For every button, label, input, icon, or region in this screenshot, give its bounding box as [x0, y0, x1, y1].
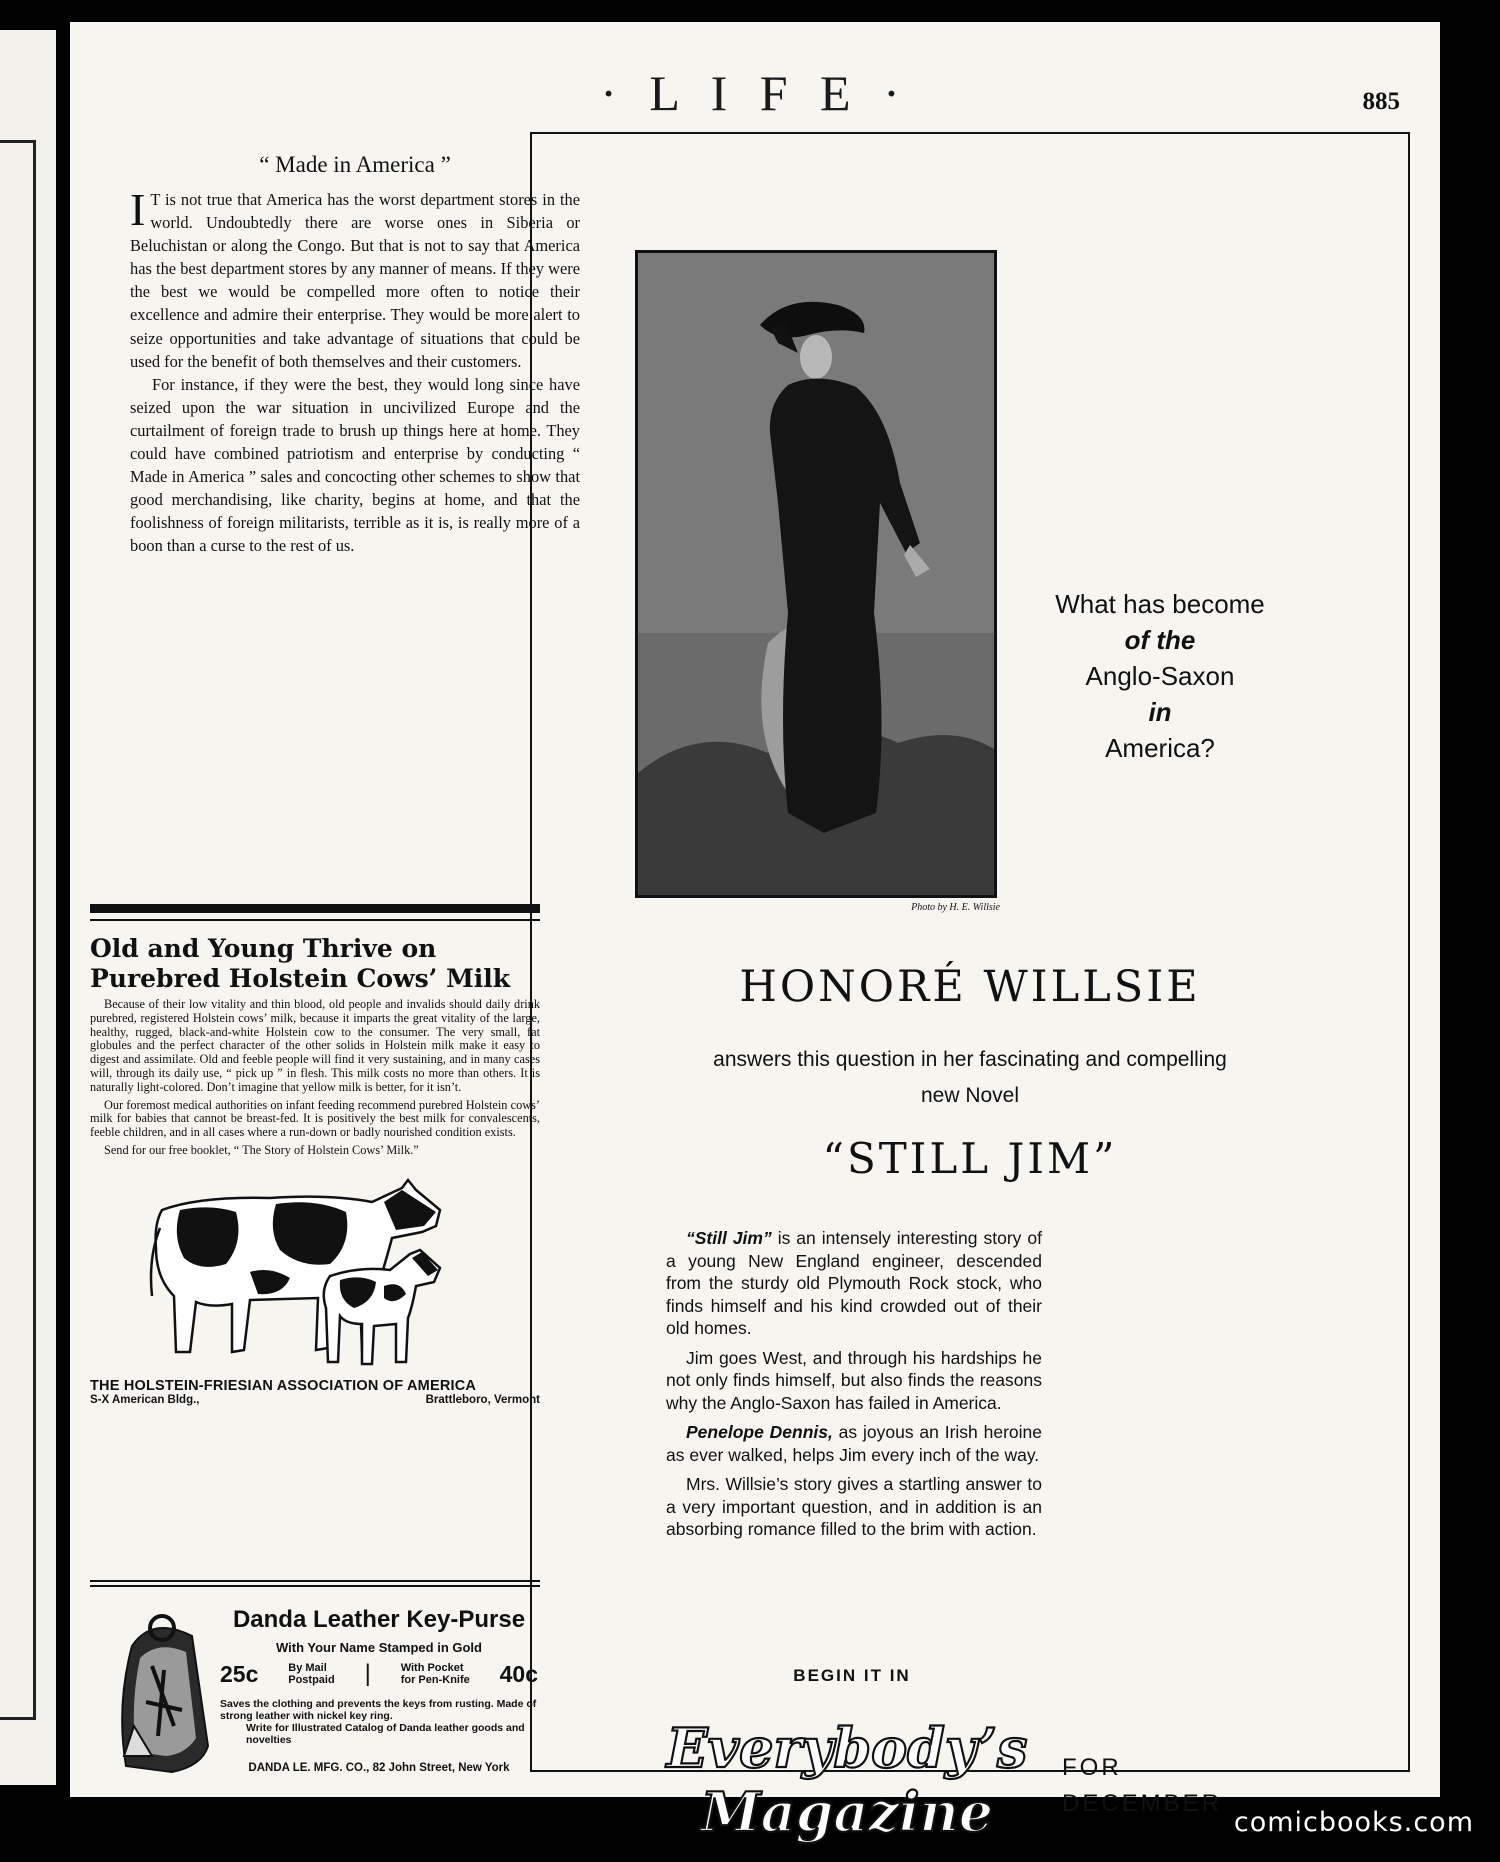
photo-credit: Photo by H. E. Willsie — [911, 902, 1000, 913]
synopsis-paragraph: Mrs. Willsie’s story gives a startling answer to a very important question, and in addition is an absorbing romance filled to the brim with action. — [666, 1474, 1042, 1539]
section-rule — [90, 904, 540, 913]
synopsis-paragraph: “Still Jim” is an intensely interesting story of a young New England engineer, descended from the sturdy old Plymouth Rock stock, who finds himself and his kind crowded out of their old homes. — [666, 1228, 1042, 1338]
holstein-paragraph: Send for our free booklet, “ The Story of Holstein Cows’ Milk.” — [104, 1142, 419, 1157]
price-pocket-note: With Pocket for Pen-Knife — [400, 1662, 470, 1686]
danda-catalog-offer: Write for Illustrated Catalog of Danda leather goods and novelties — [246, 1722, 525, 1746]
previous-page-frame — [0, 140, 36, 1720]
section-rule — [90, 1585, 540, 1587]
masthead: · L I F E · — [600, 65, 910, 121]
novel-synopsis — [666, 1227, 1042, 1548]
danda-key-purse-ad — [90, 1594, 540, 1789]
woman-on-rocks-photo — [638, 253, 997, 898]
section-rule — [90, 1580, 540, 1582]
holstein-paragraph: Our foremost medical authorities on infant feeding recommend purebred Holstein cows’ milk for babies that cannot be breast-fed. It is positively the best milk for convalescents, feeble children, and in all cases where a run-down or badly nourished condition exists. — [90, 1097, 540, 1140]
price-mail-note: By Mail Postpaid — [288, 1662, 335, 1686]
holstein-association-name: THE HOLSTEIN-FRIESIAN ASSOCIATION OF AMERICA — [90, 1377, 477, 1394]
logo-word-everybodys: Everybody’s — [666, 1716, 1028, 1780]
begin-it-in: BEGIN IT IN — [793, 1666, 911, 1685]
danda-description: Saves the clothing and prevents the keys from rusting. Made of strong leather with nickel key ring. Write for Illustrated Catalog of Danda leather goods and novelties — [220, 1698, 537, 1746]
synopsis-paragraph: Jim goes West, and through his hardships he not only finds himself, but also finds the reasons why the Anglo-Saxon has failed in America. — [666, 1347, 1042, 1413]
danda-title: Danda Leather Key-Purse — [232, 1606, 526, 1633]
holstein-paragraph: Because of their low vitality and thin blood, old people and invalids should daily drink purebred, registered Holstein cows’ milk, because it imparts the great vitality of the large, healthy, rugged, black-and-white Holstein cow to the consumer. The very small, fat globules and the perfect character of the other solids in Holstein milk make it easy to digest and assimilate. Old and feeble people will find it very sustaining, and in many cases will, through its daily use, “ pick up ” in flesh. This milk costs no more than others. It is naturally light-colored. Don’t imagine that yellow milk is better, for it isn’t. — [90, 997, 540, 1094]
price-pocket: 40c — [499, 1660, 538, 1687]
holstein-address: S-X American Bldg., Brattleboro, Vermont — [90, 1393, 540, 1406]
issue-month: FOR DECEMBER — [1062, 1754, 1223, 1817]
danda-prices — [220, 1660, 538, 1688]
danda-subtitle: With Your Name Stamped in Gold — [276, 1640, 482, 1655]
everybodys-magazine-logo — [647, 1709, 1047, 1844]
tagline-question: What has become of the Anglo-Saxon in America? — [1055, 589, 1265, 763]
author-name: HONORÉ WILLSIE — [739, 962, 1201, 1012]
author-photo — [635, 250, 997, 898]
section-rule — [90, 919, 540, 921]
price-divider: | — [364, 1660, 371, 1687]
site-watermark: comicbooks.com — [1233, 1807, 1474, 1838]
price-mail: 25c — [220, 1660, 259, 1687]
logo-word-magazine: Magazine — [700, 1780, 994, 1844]
holstein-milk-ad — [90, 934, 540, 1406]
article-paragraph: For instance, if they were the best, they would long since have seized upon the war situation in uncivilized Europe and the curtailment of foreign trade to brush up things here at home. They could have combined patriotism and enterprise by conducting “ Made in America ” sales and concocting other schemes to show that good merchandising, like charity, begins at home, and that the foolishness of foreign militarists, terrible as it is, is really more of a boon than a curse to the rest of us. — [130, 374, 580, 556]
danda-company: DANDA LE. MFG. CO., 82 John Street, New York — [248, 1762, 510, 1774]
novel-title: “STILL JIM” — [822, 1134, 1118, 1183]
key-purse-illustration — [112, 1606, 212, 1776]
article-title: “ Made in America ” — [259, 152, 451, 177]
page-number: 885 — [1362, 88, 1400, 115]
holstein-headline: Old and Young Thrive on Purebred Holstein Cows’ Milk — [90, 934, 511, 993]
article-paragraph: I T is not true that America has the worst department stores in the world. Undoubtedly there are worse ones in Siberia or Beluchistan or along the Congo. But that is not to say that America has the best department stores by any manner of means. If they were the best we would be compelled more often to notice their excellence and admire their enterprise. They would be more alert to seize opportunities and take advantage of situations that could be used for the benefit of both themselves and their customers. — [130, 184, 580, 371]
made-in-america-article — [130, 152, 580, 558]
holstein-cows-illustration — [140, 1168, 480, 1368]
dropcap: I — [130, 184, 146, 235]
synopsis-paragraph: Penelope Dennis, as joyous an Irish heroine as ever walked, helps Jim every inch of the way. — [666, 1422, 1042, 1465]
previous-page-edge — [0, 30, 56, 1785]
ad-subline: answers this question in her fascinating and compelling new Novel — [713, 1048, 1227, 1107]
